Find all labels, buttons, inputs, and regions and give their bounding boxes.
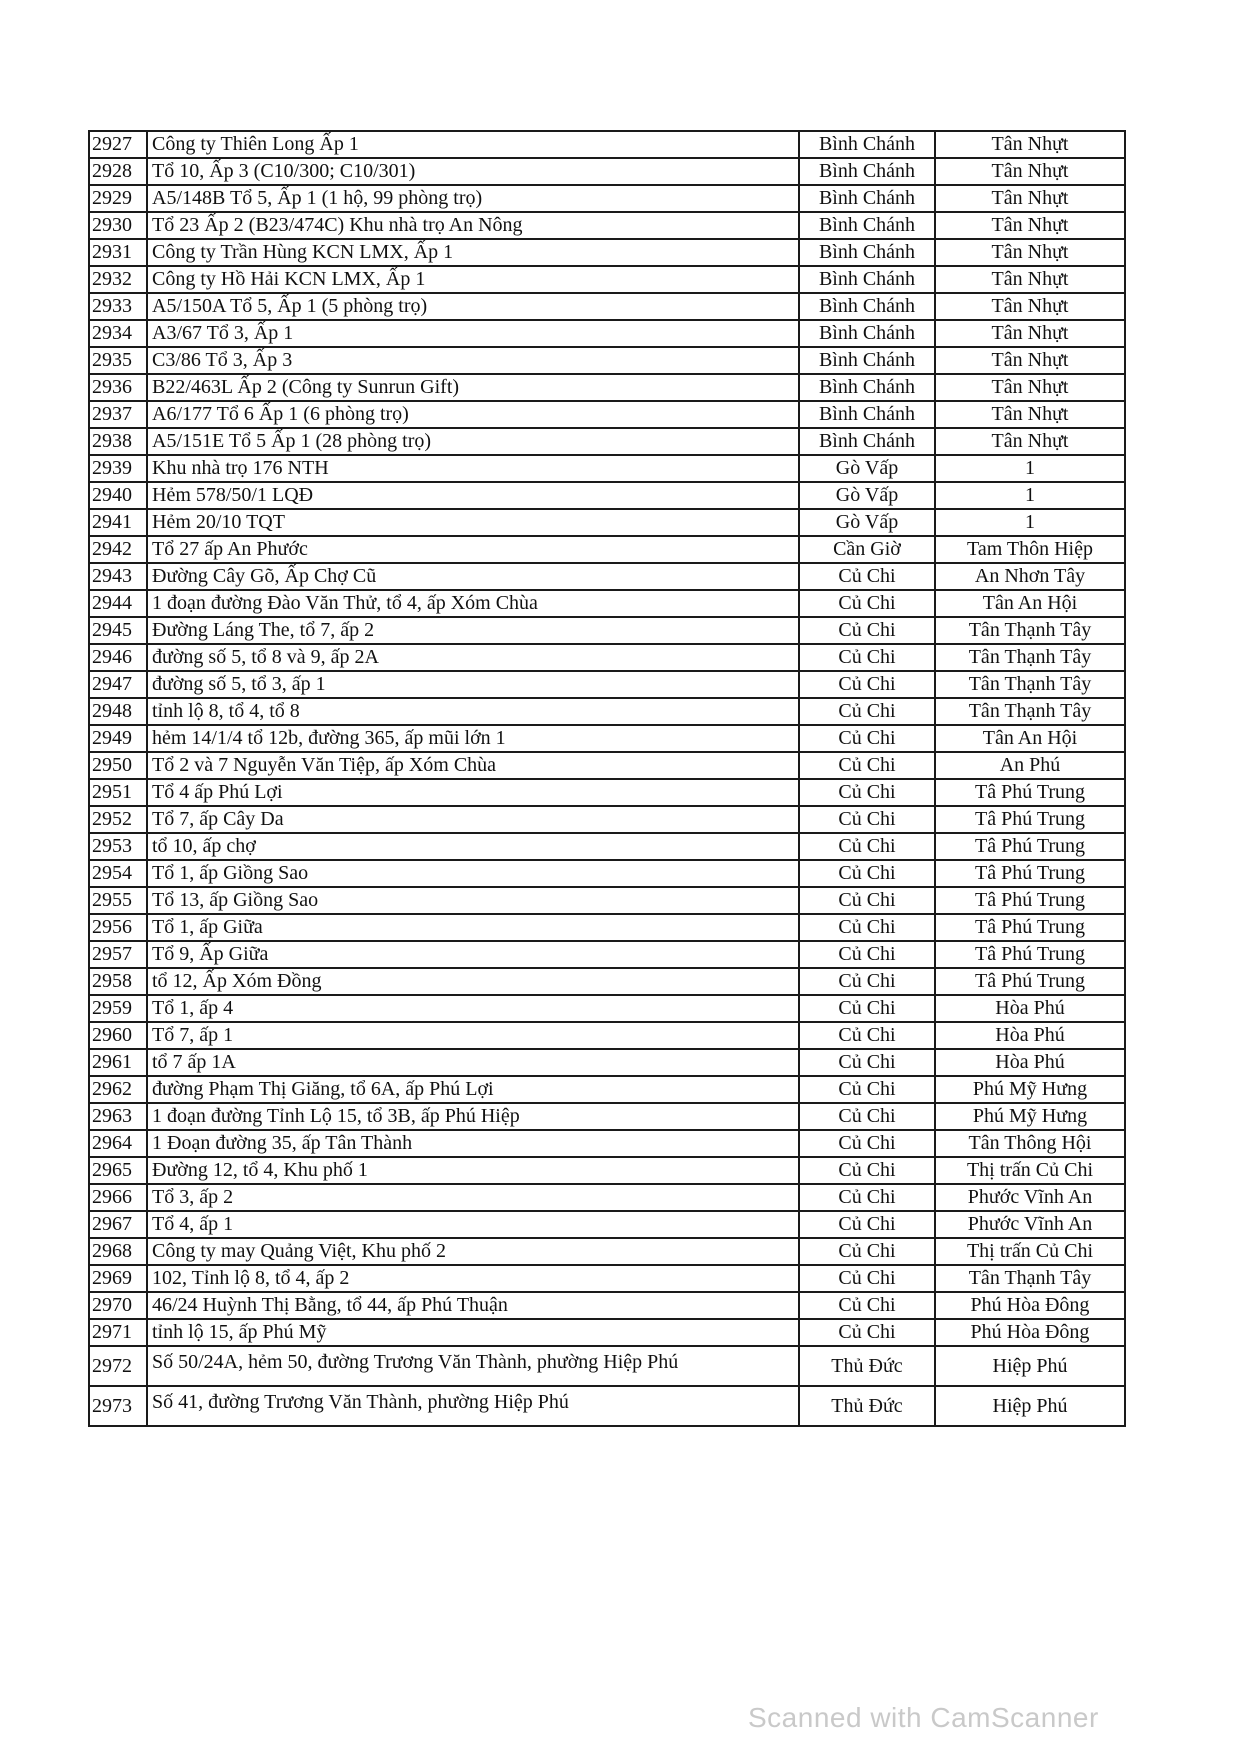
ward-cell: Tâ Phú Trung	[935, 779, 1125, 806]
row-number: 2954	[89, 860, 147, 887]
table-row	[89, 347, 1125, 374]
table-row	[89, 1211, 1125, 1238]
table-row	[89, 617, 1125, 644]
row-number: 2960	[89, 1022, 147, 1049]
district-cell: Thủ Đức	[799, 1386, 935, 1426]
address-cell: Tổ 4 ấp Phú Lợi	[147, 779, 799, 806]
table-row	[89, 1130, 1125, 1157]
table-row	[89, 914, 1125, 941]
ward-cell: Hòa Phú	[935, 1022, 1125, 1049]
district-cell: Củ Chi	[799, 590, 935, 617]
address-cell: Tổ 7, ấp Cây Da	[147, 806, 799, 833]
address-cell: Tổ 1, ấp 4	[147, 995, 799, 1022]
ward-cell: 1	[935, 455, 1125, 482]
ward-cell: Tâ Phú Trung	[935, 968, 1125, 995]
district-cell: Củ Chi	[799, 995, 935, 1022]
district-cell: Bình Chánh	[799, 428, 935, 455]
row-number: 2928	[89, 158, 147, 185]
table-row	[89, 158, 1125, 185]
address-cell: A5/148B Tổ 5, Ấp 1 (1 hộ, 99 phòng trọ)	[147, 185, 799, 212]
district-cell: Bình Chánh	[799, 374, 935, 401]
district-cell: Bình Chánh	[799, 212, 935, 239]
address-cell: đường số 5, tổ 3, ấp 1	[147, 671, 799, 698]
address-cell: tỉnh lộ 8, tổ 4, tổ 8	[147, 698, 799, 725]
table-row	[89, 212, 1125, 239]
row-number: 2944	[89, 590, 147, 617]
address-cell: A6/177 Tổ 6 Ấp 1 (6 phòng trọ)	[147, 401, 799, 428]
row-number: 2967	[89, 1211, 147, 1238]
address-cell: tổ 10, ấp chợ	[147, 833, 799, 860]
table-row	[89, 1265, 1125, 1292]
ward-cell: Tâ Phú Trung	[935, 833, 1125, 860]
address-cell: A3/67 Tổ 3, Ấp 1	[147, 320, 799, 347]
table-row	[89, 455, 1125, 482]
district-cell: Bình Chánh	[799, 266, 935, 293]
address-cell: đường số 5, tổ 8 và 9, ấp 2A	[147, 644, 799, 671]
district-cell: Củ Chi	[799, 1238, 935, 1265]
district-cell: Củ Chi	[799, 1211, 935, 1238]
district-cell: Củ Chi	[799, 968, 935, 995]
table-row	[89, 1238, 1125, 1265]
row-number: 2929	[89, 185, 147, 212]
row-number: 2968	[89, 1238, 147, 1265]
row-number: 2939	[89, 455, 147, 482]
table-row	[89, 401, 1125, 428]
row-number: 2946	[89, 644, 147, 671]
table-row	[89, 833, 1125, 860]
ward-cell: Phú Hòa Đông	[935, 1319, 1125, 1346]
address-cell: Công ty Hồ Hải KCN LMX, Ấp 1	[147, 266, 799, 293]
table-row	[89, 995, 1125, 1022]
table-row	[89, 1049, 1125, 1076]
table-row	[89, 698, 1125, 725]
address-cell: Tổ 2 và 7 Nguyễn Văn Tiệp, ấp Xóm Chùa	[147, 752, 799, 779]
district-cell: Cần Giờ	[799, 536, 935, 563]
ward-cell: Hòa Phú	[935, 1049, 1125, 1076]
district-cell: Củ Chi	[799, 1103, 935, 1130]
address-cell: A5/150A Tổ 5, Ấp 1 (5 phòng trọ)	[147, 293, 799, 320]
row-number: 2969	[89, 1265, 147, 1292]
address-cell: Tổ 1, ấp Giữa	[147, 914, 799, 941]
table-row	[89, 1103, 1125, 1130]
ward-cell: Tân Nhựt	[935, 401, 1125, 428]
address-cell: Hẻm 20/10 TQT	[147, 509, 799, 536]
ward-cell: Hiệp Phú	[935, 1346, 1125, 1386]
ward-cell: Tân Nhựt	[935, 131, 1125, 158]
district-cell: Gò Vấp	[799, 482, 935, 509]
table-row	[89, 536, 1125, 563]
district-cell: Củ Chi	[799, 1265, 935, 1292]
table-row	[89, 725, 1125, 752]
row-number: 2934	[89, 320, 147, 347]
address-cell: Tổ 3, ấp 2	[147, 1184, 799, 1211]
ward-cell: Thị trấn Củ Chi	[935, 1157, 1125, 1184]
address-cell: A5/151E Tổ 5 Ấp 1 (28 phòng trọ)	[147, 428, 799, 455]
table-row	[89, 860, 1125, 887]
ward-cell: Phước Vĩnh An	[935, 1184, 1125, 1211]
table-row	[89, 1346, 1125, 1386]
row-number: 2973	[89, 1386, 147, 1426]
table-row	[89, 1184, 1125, 1211]
row-number: 2949	[89, 725, 147, 752]
district-cell: Bình Chánh	[799, 185, 935, 212]
district-cell: Củ Chi	[799, 1319, 935, 1346]
address-cell: 1 Đoạn đường 35, ấp Tân Thành	[147, 1130, 799, 1157]
table-row	[89, 779, 1125, 806]
address-cell: 1 đoạn đường Tỉnh Lộ 15, tổ 3B, ấp Phú Hiệp	[147, 1103, 799, 1130]
row-number: 2938	[89, 428, 147, 455]
row-number: 2972	[89, 1346, 147, 1386]
ward-cell: Tâ Phú Trung	[935, 914, 1125, 941]
table-row	[89, 1076, 1125, 1103]
scanner-watermark: Scanned with CamScanner	[748, 1702, 1099, 1733]
table-row	[89, 1292, 1125, 1319]
district-cell: Củ Chi	[799, 617, 935, 644]
district-cell: Củ Chi	[799, 1157, 935, 1184]
table-row	[89, 806, 1125, 833]
address-cell: hẻm 14/1/4 tổ 12b, đường 365, ấp mũi lớn 1	[147, 725, 799, 752]
row-number: 2966	[89, 1184, 147, 1211]
district-cell: Củ Chi	[799, 725, 935, 752]
row-number: 2970	[89, 1292, 147, 1319]
address-cell: Đường Cây Gõ, Ấp Chợ Cũ	[147, 563, 799, 590]
district-cell: Củ Chi	[799, 644, 935, 671]
table-row	[89, 374, 1125, 401]
row-number: 2941	[89, 509, 147, 536]
address-cell: 1 đoạn đường Đào Văn Thử, tổ 4, ấp Xóm Chùa	[147, 590, 799, 617]
row-number: 2961	[89, 1049, 147, 1076]
ward-cell: Tân Nhựt	[935, 347, 1125, 374]
district-cell: Củ Chi	[799, 671, 935, 698]
ward-cell: An Phú	[935, 752, 1125, 779]
district-cell: Củ Chi	[799, 1130, 935, 1157]
row-number: 2932	[89, 266, 147, 293]
address-cell: đường Phạm Thị Giăng, tổ 6A, ấp Phú Lợi	[147, 1076, 799, 1103]
district-cell: Bình Chánh	[799, 158, 935, 185]
table-row	[89, 752, 1125, 779]
address-cell: B22/463L Ấp 2 (Công ty Sunrun Gift)	[147, 374, 799, 401]
ward-cell: Hiệp Phú	[935, 1386, 1125, 1426]
row-number: 2971	[89, 1319, 147, 1346]
address-cell: 46/24 Huỳnh Thị Bằng, tổ 44, ấp Phú Thuận	[147, 1292, 799, 1319]
row-number: 2936	[89, 374, 147, 401]
district-cell: Củ Chi	[799, 1184, 935, 1211]
district-cell: Củ Chi	[799, 887, 935, 914]
address-cell: tổ 12, Ấp Xóm Đồng	[147, 968, 799, 995]
district-cell: Gò Vấp	[799, 455, 935, 482]
ward-cell: Tân Nhựt	[935, 374, 1125, 401]
ward-cell: Hòa Phú	[935, 995, 1125, 1022]
district-cell: Bình Chánh	[799, 320, 935, 347]
ward-cell: Tân An Hội	[935, 590, 1125, 617]
row-number: 2963	[89, 1103, 147, 1130]
table-row	[89, 563, 1125, 590]
address-cell: Tổ 4, ấp 1	[147, 1211, 799, 1238]
district-cell: Củ Chi	[799, 806, 935, 833]
table-row	[89, 482, 1125, 509]
table-row	[89, 644, 1125, 671]
district-cell: Bình Chánh	[799, 347, 935, 374]
address-cell: Tổ 10, Ấp 3 (C10/300; C10/301)	[147, 158, 799, 185]
ward-cell: Tâ Phú Trung	[935, 887, 1125, 914]
district-cell: Củ Chi	[799, 1022, 935, 1049]
ward-cell: Phú Hòa Đông	[935, 1292, 1125, 1319]
row-number: 2951	[89, 779, 147, 806]
row-number: 2958	[89, 968, 147, 995]
row-number: 2937	[89, 401, 147, 428]
ward-cell: Tân Nhựt	[935, 212, 1125, 239]
row-number: 2950	[89, 752, 147, 779]
district-cell: Củ Chi	[799, 941, 935, 968]
ward-cell: 1	[935, 509, 1125, 536]
address-cell: Đường 12, tổ 4, Khu phố 1	[147, 1157, 799, 1184]
address-cell: Tổ 23 Ấp 2 (B23/474C) Khu nhà trọ An Nông	[147, 212, 799, 239]
address-cell: Hẻm 578/50/1 LQĐ	[147, 482, 799, 509]
district-cell: Củ Chi	[799, 833, 935, 860]
address-cell: Công ty may Quảng Việt, Khu phố 2	[147, 1238, 799, 1265]
row-number: 2952	[89, 806, 147, 833]
row-number: 2930	[89, 212, 147, 239]
address-cell: Tổ 1, ấp Giồng Sao	[147, 860, 799, 887]
ward-cell: Tâ Phú Trung	[935, 941, 1125, 968]
table-body	[89, 131, 1125, 1426]
district-cell: Củ Chi	[799, 563, 935, 590]
table-row	[89, 1386, 1125, 1426]
table-row	[89, 320, 1125, 347]
ward-cell: Tân Nhựt	[935, 320, 1125, 347]
address-cell: C3/86 Tổ 3, Ấp 3	[147, 347, 799, 374]
address-cell: Công ty Thiên Long Ấp 1	[147, 131, 799, 158]
table-row	[89, 887, 1125, 914]
address-cell: Số 50/24A, hẻm 50, đường Trương Văn Thành, phường Hiệp Phú	[147, 1346, 799, 1386]
district-cell: Củ Chi	[799, 752, 935, 779]
district-cell: Bình Chánh	[799, 131, 935, 158]
address-cell: Đường Láng The, tổ 7, ấp 2	[147, 617, 799, 644]
ward-cell: Tân Nhựt	[935, 158, 1125, 185]
table-row	[89, 968, 1125, 995]
table-row	[89, 941, 1125, 968]
district-cell: Củ Chi	[799, 914, 935, 941]
ward-cell: Phú Mỹ Hưng	[935, 1103, 1125, 1130]
table-row	[89, 239, 1125, 266]
row-number: 2933	[89, 293, 147, 320]
ward-cell: Tân Thạnh Tây	[935, 1265, 1125, 1292]
ward-cell: Tân Nhựt	[935, 185, 1125, 212]
table-row	[89, 1319, 1125, 1346]
ward-cell: Tâ Phú Trung	[935, 860, 1125, 887]
district-cell: Bình Chánh	[799, 239, 935, 266]
row-number: 2959	[89, 995, 147, 1022]
table-row	[89, 1157, 1125, 1184]
district-cell: Củ Chi	[799, 1076, 935, 1103]
row-number: 2940	[89, 482, 147, 509]
address-cell: 102, Tỉnh lộ 8, tổ 4, ấp 2	[147, 1265, 799, 1292]
address-cell: Tổ 27 ấp An Phước	[147, 536, 799, 563]
locations-table	[88, 130, 1126, 1427]
address-cell: tổ 7 ấp 1A	[147, 1049, 799, 1076]
row-number: 2957	[89, 941, 147, 968]
row-number: 2942	[89, 536, 147, 563]
table-row	[89, 266, 1125, 293]
table-row	[89, 185, 1125, 212]
table-row	[89, 509, 1125, 536]
row-number: 2948	[89, 698, 147, 725]
ward-cell: An Nhơn Tây	[935, 563, 1125, 590]
table-row	[89, 131, 1125, 158]
address-cell: tỉnh lộ 15, ấp Phú Mỹ	[147, 1319, 799, 1346]
district-cell: Củ Chi	[799, 1292, 935, 1319]
address-cell: Số 41, đường Trương Văn Thành, phường Hiệp Phú	[147, 1386, 799, 1426]
row-number: 2965	[89, 1157, 147, 1184]
address-cell: Công ty Trần Hùng KCN LMX, Ấp 1	[147, 239, 799, 266]
table-row	[89, 293, 1125, 320]
district-cell: Thủ Đức	[799, 1346, 935, 1386]
address-cell: Tổ 9, Ấp Giữa	[147, 941, 799, 968]
ward-cell: Phước Vĩnh An	[935, 1211, 1125, 1238]
row-number: 2955	[89, 887, 147, 914]
row-number: 2935	[89, 347, 147, 374]
district-cell: Củ Chi	[799, 698, 935, 725]
ward-cell: Tân Nhựt	[935, 428, 1125, 455]
ward-cell: Tân Nhựt	[935, 266, 1125, 293]
ward-cell: 1	[935, 482, 1125, 509]
row-number: 2943	[89, 563, 147, 590]
table-row	[89, 590, 1125, 617]
row-number: 2964	[89, 1130, 147, 1157]
district-cell: Bình Chánh	[799, 293, 935, 320]
address-cell: Tổ 7, ấp 1	[147, 1022, 799, 1049]
row-number: 2953	[89, 833, 147, 860]
district-cell: Củ Chi	[799, 1049, 935, 1076]
district-cell: Bình Chánh	[799, 401, 935, 428]
ward-cell: Tam Thôn Hiệp	[935, 536, 1125, 563]
row-number: 2962	[89, 1076, 147, 1103]
district-cell: Gò Vấp	[799, 509, 935, 536]
table-row	[89, 428, 1125, 455]
ward-cell: Tân Nhựt	[935, 293, 1125, 320]
address-cell: Tổ 13, ấp Giồng Sao	[147, 887, 799, 914]
ward-cell: Tân Nhựt	[935, 239, 1125, 266]
row-number: 2927	[89, 131, 147, 158]
table-row	[89, 1022, 1125, 1049]
ward-cell: Tân Thạnh Tây	[935, 698, 1125, 725]
table-row	[89, 671, 1125, 698]
ward-cell: Tâ Phú Trung	[935, 806, 1125, 833]
district-cell: Củ Chi	[799, 860, 935, 887]
row-number: 2931	[89, 239, 147, 266]
row-number: 2956	[89, 914, 147, 941]
ward-cell: Tân Thạnh Tây	[935, 644, 1125, 671]
ward-cell: Tân An Hội	[935, 725, 1125, 752]
row-number: 2945	[89, 617, 147, 644]
address-cell: Khu nhà trọ 176 NTH	[147, 455, 799, 482]
ward-cell: Tân Thông Hội	[935, 1130, 1125, 1157]
ward-cell: Tân Thạnh Tây	[935, 617, 1125, 644]
ward-cell: Tân Thạnh Tây	[935, 671, 1125, 698]
ward-cell: Thị trấn Củ Chi	[935, 1238, 1125, 1265]
ward-cell: Phú Mỹ Hưng	[935, 1076, 1125, 1103]
row-number: 2947	[89, 671, 147, 698]
district-cell: Củ Chi	[799, 779, 935, 806]
